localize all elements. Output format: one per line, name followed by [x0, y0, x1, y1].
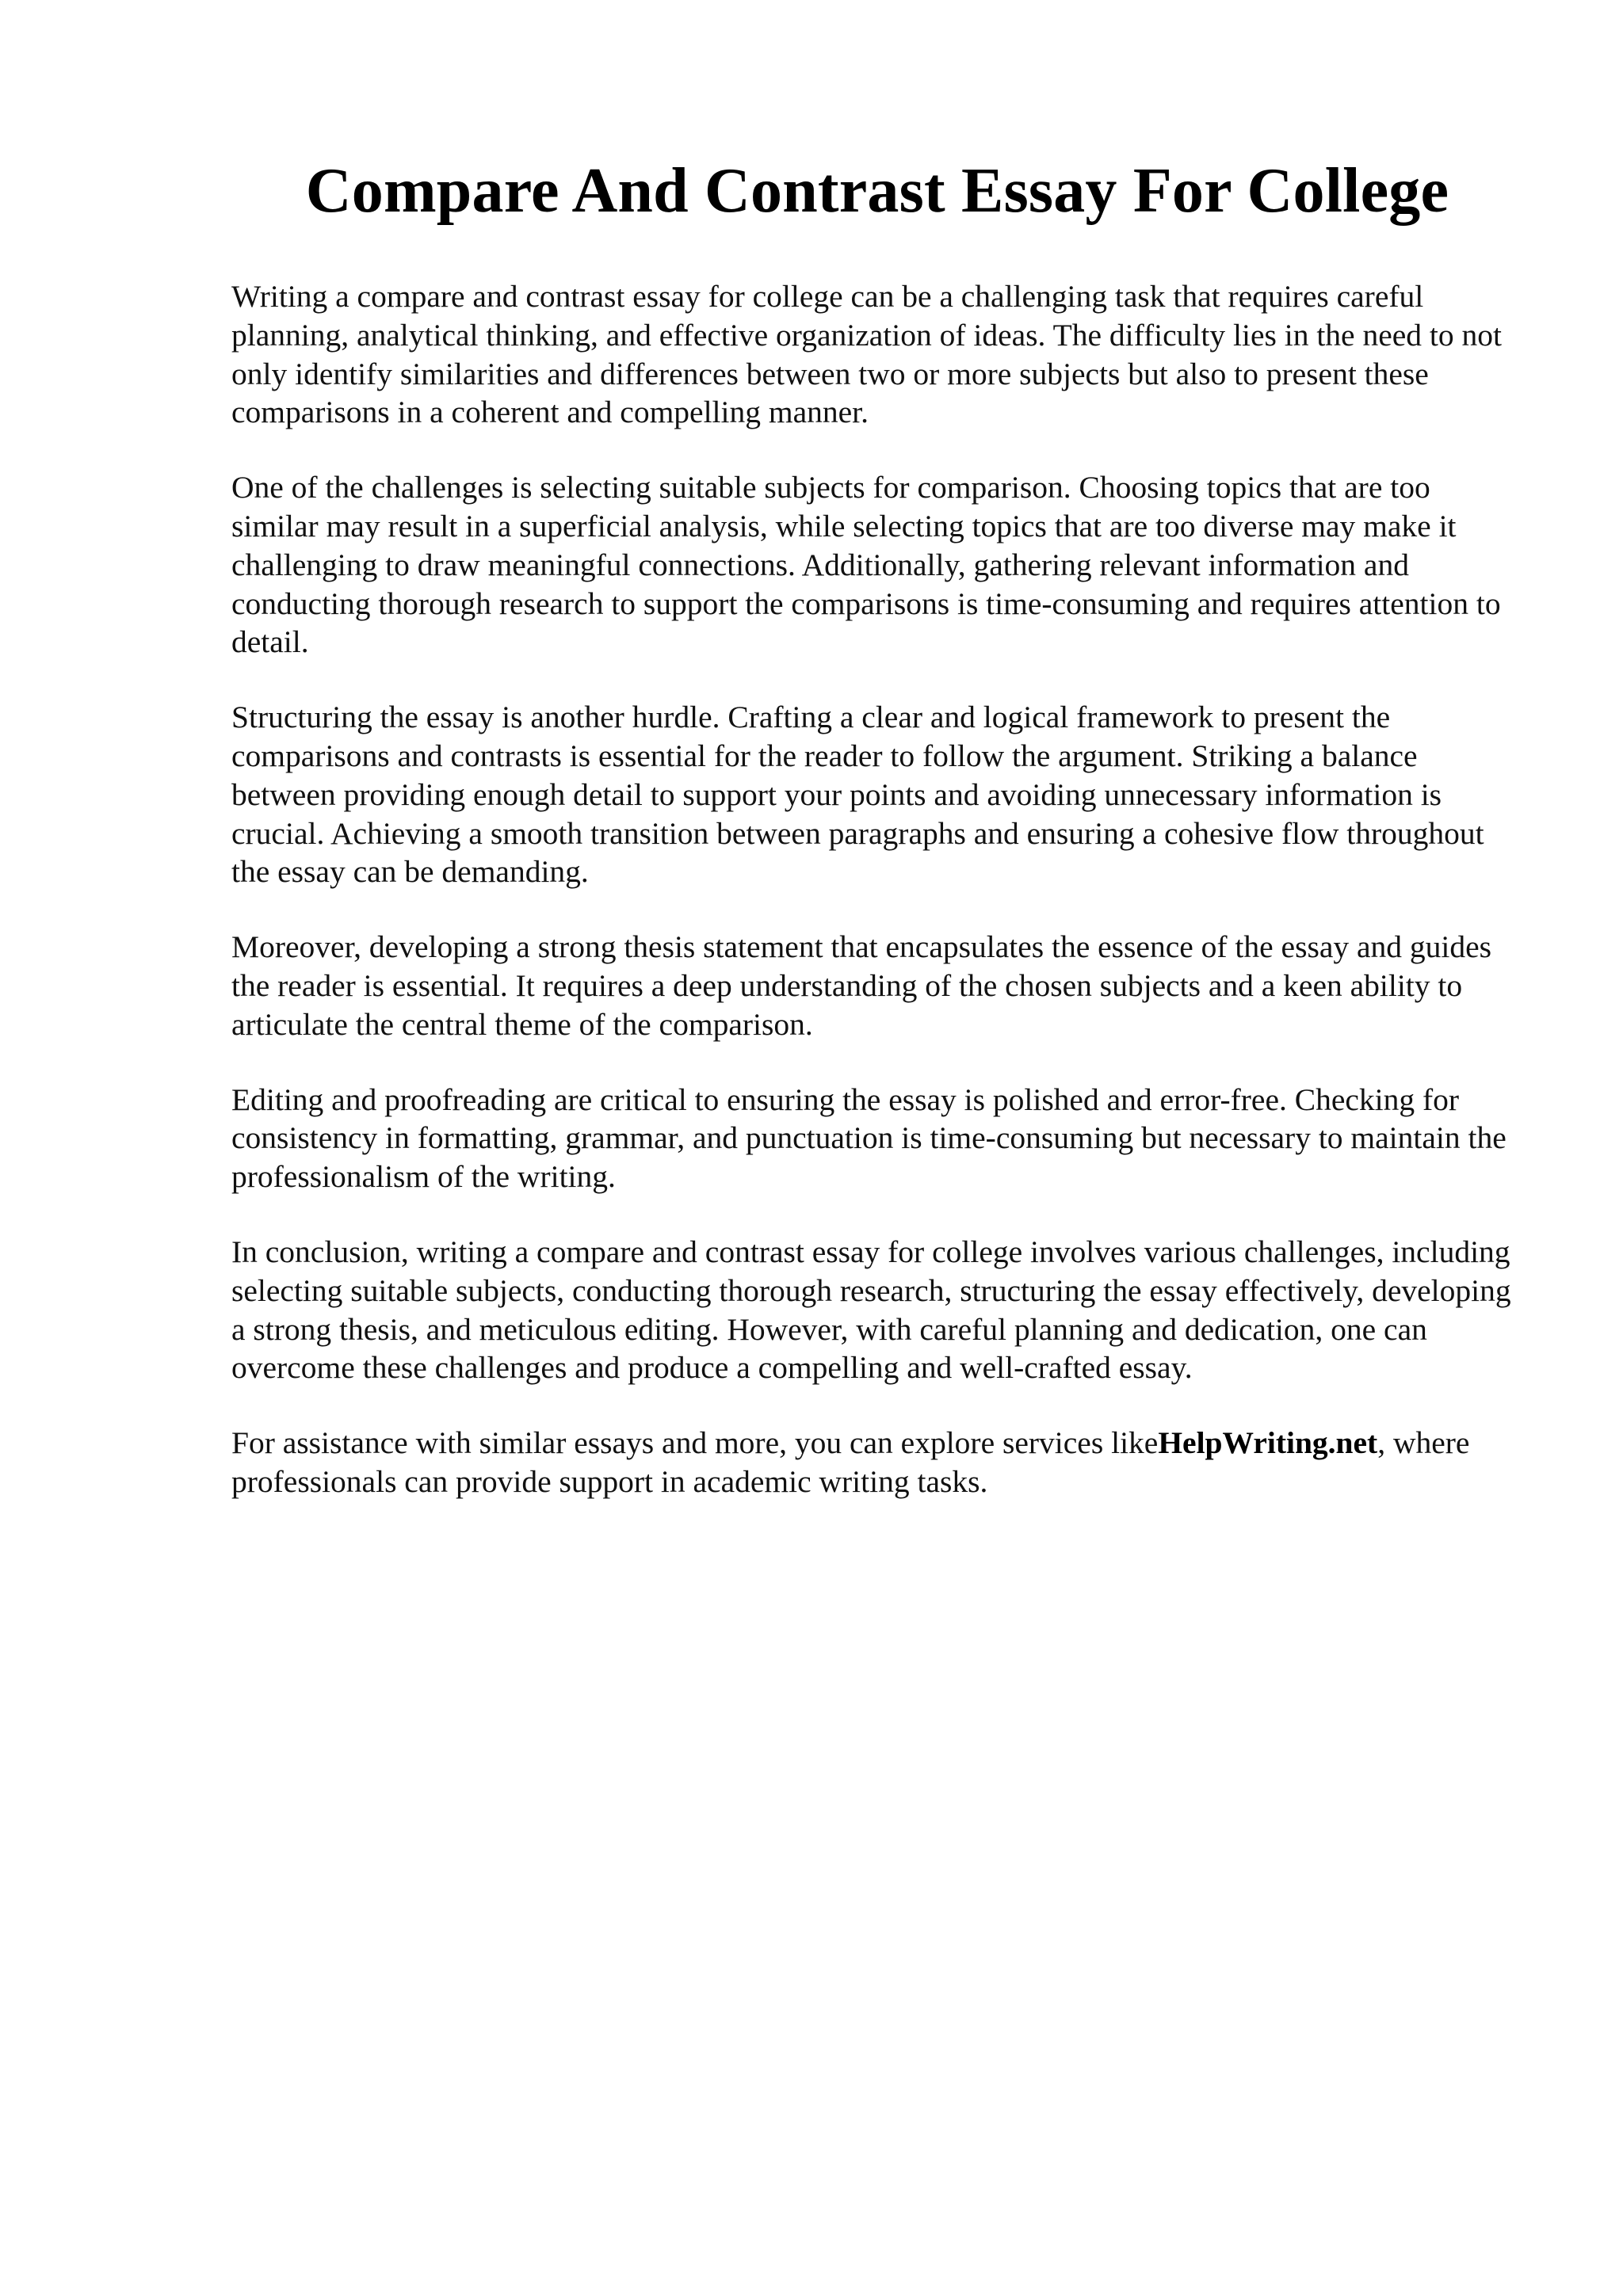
paragraph-editing: Editing and proofreading are critical to ensuring the essay is polished and error-free. Checking for consistency in formatting, grammar, and punctuation is time-consuming but necessary to maintain the professionalism of the writing. — [231, 1081, 1507, 1195]
helpwriting-link[interactable]: HelpWriting.net — [1158, 1425, 1378, 1461]
closing-text-before-link: For assistance with similar essays and more, you can explore services like — [231, 1425, 1159, 1461]
paragraph-structure: Structuring the essay is another hurdle. Crafting a clear and logical framework to present the comparisons and contrasts is essential for the reader to follow the argument. Striking a balance between providing enough detail to support your points and avoiding unnecessary information is crucial. Achieving a smooth transition between paragraphs and ensuring a cohesive flow throughout the essay can be demanding. — [231, 700, 1484, 890]
document-page — [231, 155, 1523, 1501]
paragraph-conclusion: In conclusion, writing a compare and contrast essay for college involves various challenges, including selecting suitable subjects, conducting thorough research, structuring the essay effectively, developing a strong thesis, and meticulous editing. However, with careful planning and dedication, one can overcome these challenges and produce a compelling and well-crafted essay. — [231, 1234, 1511, 1386]
paragraph-intro: Writing a compare and contrast essay for college can be a challenging task that requires careful planning, analytical thinking, and effective organization of ideas. The difficulty lies in the need to not only identify similarities and differences between two or more subjects but also to present these comparisons in a coherent and compelling manner. — [231, 279, 1502, 430]
paragraph-subjects: One of the challenges is selecting suitable subjects for comparison. Choosing topics that are too similar may result in a superficial analysis, while selecting topics that are too diverse may make it challenging to draw meaningful connections. Additionally, gathering relevant information and conducting thorough research to support the comparisons is time-consuming and requires attention to detail. — [231, 470, 1501, 660]
paragraph-closing — [231, 1424, 1523, 1501]
paragraph-thesis: Moreover, developing a strong thesis statement that encapsulates the essence of the essay and guides the reader is essential. It requires a deep understanding of the chosen subjects and a keen ability to articulate the central theme of the comparison. — [231, 929, 1492, 1042]
closing-text-after-link: , where professionals can provide support in academic writing tasks. — [231, 1425, 1470, 1499]
document-title: Compare And Contrast Essay For College — [305, 156, 1449, 226]
